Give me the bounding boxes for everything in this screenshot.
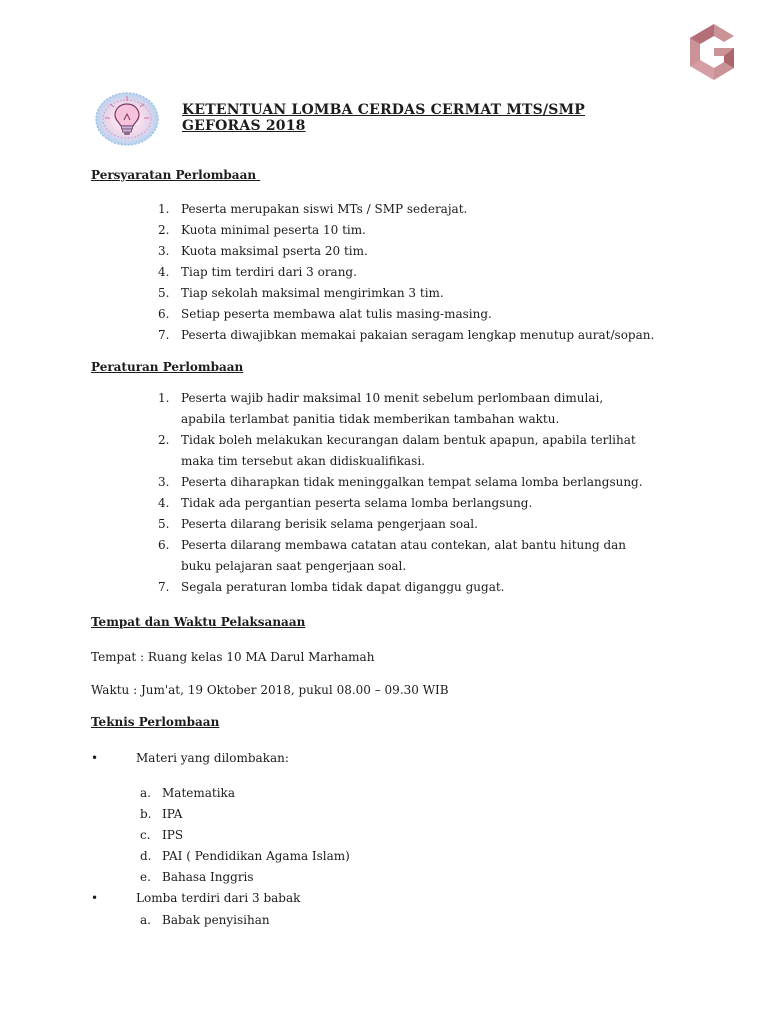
list-item	[152, 388, 643, 430]
list-item	[152, 325, 654, 346]
list-text-continued: apabila terlambat panitia tidak memberikan tambahan waktu.	[181, 412, 560, 426]
list-text: Peserta diwajibkan memakai pakaian seragam lengkap menutup aurat/sopan.	[181, 328, 655, 342]
list-number: 3.	[158, 244, 170, 258]
list-item	[140, 867, 350, 888]
list-text: Setiap peserta membawa alat tulis masing-masing.	[181, 307, 492, 321]
title-line-1: KETENTUAN LOMBA CERDAS CERMAT MTS/SMP	[182, 102, 586, 118]
document-title	[182, 102, 585, 134]
list-number: 4.	[158, 265, 170, 279]
list-number: 7.	[158, 580, 170, 594]
list-text: Tidak ada pergantian peserta selama lomba berlangsung.	[181, 496, 533, 510]
list-text: Kuota maksimal pserta 20 tim.	[181, 244, 368, 258]
list-item	[152, 304, 654, 325]
section-heading-place-time: Tempat dan Waktu Pelaksanaan	[91, 615, 306, 629]
section-heading-rules: Peraturan Perlombaan	[91, 360, 244, 374]
list-text: Segala peraturan lomba tidak dapat diganggu gugat.	[181, 580, 505, 594]
list-item	[140, 804, 350, 825]
list-item	[152, 514, 643, 535]
list-item	[140, 846, 350, 867]
list-letter: e.	[140, 870, 151, 884]
requirements-list	[152, 199, 654, 346]
list-item	[152, 262, 654, 283]
list-text: Tidak boleh melakukan kecurangan dalam bentuk apapun, apabila terlihat	[181, 433, 636, 447]
list-letter: d.	[140, 849, 152, 863]
list-number: 1.	[158, 391, 170, 405]
section-heading-technical: Teknis Perlombaan	[91, 715, 220, 729]
list-text-continued: maka tim tersebut akan didiskualifikasi.	[181, 454, 425, 468]
list-text: Tiap sekolah maksimal mengirimkan 3 tim.	[181, 286, 444, 300]
list-item	[152, 199, 654, 220]
rules-list	[152, 388, 643, 598]
list-number: 2.	[158, 433, 170, 447]
list-number: 4.	[158, 496, 170, 510]
list-number: 5.	[158, 517, 170, 531]
list-text-continued: buku pelajaran saat pengerjaan soal.	[181, 559, 407, 573]
list-letter: b.	[140, 807, 152, 821]
list-text: IPS	[162, 828, 184, 842]
list-number: 3.	[158, 475, 170, 489]
list-item	[140, 783, 350, 804]
list-number: 5.	[158, 286, 170, 300]
list-text: Peserta diharapkan tidak meninggalkan tempat selama lomba berlangsung.	[181, 475, 643, 489]
list-letter: c.	[140, 828, 151, 842]
list-item	[140, 825, 350, 846]
rounds-list	[140, 910, 270, 931]
lightbulb-icon	[94, 90, 160, 148]
list-text: Babak penyisihan	[162, 913, 270, 927]
bullet-text: Lomba terdiri dari 3 babak	[136, 891, 301, 905]
list-number: 7.	[158, 328, 170, 342]
list-number: 6.	[158, 307, 170, 321]
list-item	[152, 472, 643, 493]
list-text: Kuota minimal peserta 10 tim.	[181, 223, 366, 237]
list-text: Bahasa Inggris	[162, 870, 254, 884]
bullet-icon: •	[91, 891, 99, 905]
list-number: 6.	[158, 538, 170, 552]
list-number: 2.	[158, 223, 170, 237]
list-item	[152, 535, 643, 577]
list-text: Matematika	[162, 786, 235, 800]
title-line-2: GEFORAS 2018	[182, 118, 306, 134]
bullet-text: Materi yang dilombakan:	[136, 751, 289, 765]
list-item	[140, 910, 270, 931]
list-item	[152, 283, 654, 304]
list-item	[152, 577, 643, 598]
list-text: Peserta dilarang berisik selama pengerjaan soal.	[181, 517, 478, 531]
list-text: Peserta wajib hadir maksimal 10 menit sebelum perlombaan dimulai,	[181, 391, 604, 405]
list-number: 1.	[158, 202, 170, 216]
list-text: Tiap tim terdiri dari 3 orang.	[181, 265, 357, 279]
list-letter: a.	[140, 786, 151, 800]
list-item	[152, 241, 654, 262]
list-text: IPA	[162, 807, 183, 821]
list-item	[152, 220, 654, 241]
time-text: Waktu : Jum'at, 19 Oktober 2018, pukul 08.00 – 09.30 WIB	[91, 683, 449, 697]
section-heading-requirements: Persyaratan Perlombaan	[91, 168, 261, 182]
list-text: Peserta merupakan siswi MTs / SMP sederajat.	[181, 202, 468, 216]
place-text: Tempat : Ruang kelas 10 MA Darul Marhamah	[91, 650, 375, 664]
list-item	[152, 430, 643, 472]
g-logo-icon	[686, 24, 736, 80]
list-letter: a.	[140, 913, 151, 927]
list-text: Peserta dilarang membawa catatan atau contekan, alat bantu hitung dan	[181, 538, 627, 552]
list-text: PAI ( Pendidikan Agama Islam)	[162, 849, 350, 863]
bullet-icon: •	[91, 751, 99, 765]
list-item	[152, 493, 643, 514]
subjects-list	[140, 783, 350, 888]
